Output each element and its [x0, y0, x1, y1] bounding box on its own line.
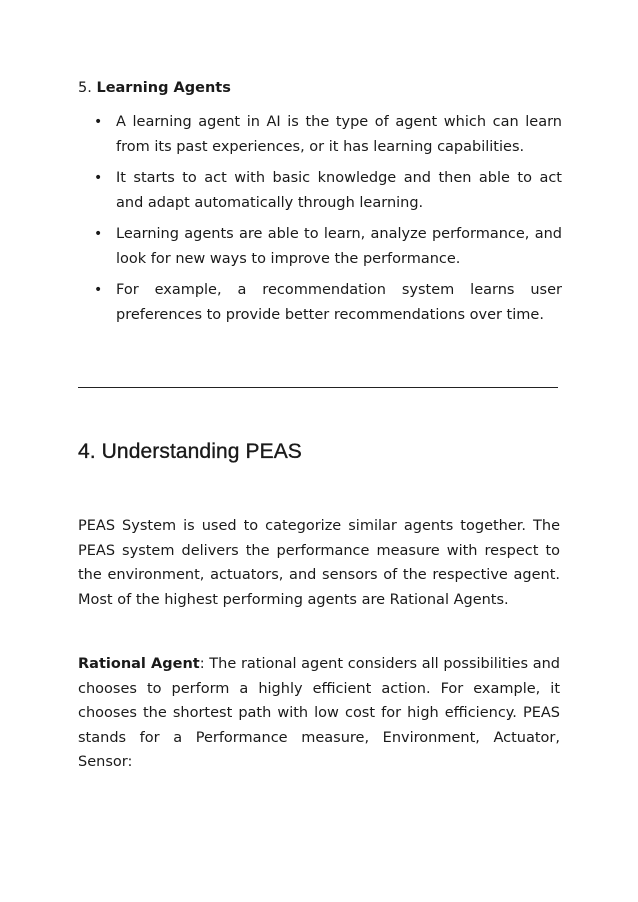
bullet-text: A learning agent in AI is the type of agent which can learn from its past experiences, or it has learning capabilities. [116, 114, 562, 155]
learning-agents-bullet-list [78, 110, 562, 334]
bullet-icon: • [94, 226, 103, 242]
bullet-icon: • [94, 170, 103, 186]
bullet-icon: • [94, 114, 103, 130]
bullet-text: Learning agents are able to learn, analyze performance, and look for new ways to improve the performance. [116, 226, 562, 267]
section-title: Learning Agents [96, 80, 231, 96]
rational-agent-term: Rational Agent [78, 656, 200, 672]
list-item [78, 278, 562, 327]
section-heading-learning-agents [78, 78, 231, 98]
bullet-icon: • [94, 282, 103, 298]
horizontal-divider [78, 387, 558, 388]
section-heading-understanding-peas: 4. Understanding PEAS [78, 440, 302, 463]
bullet-text: For example, a recommendation system learns user preferences to provide better recommendations over time. [116, 282, 562, 323]
peas-paragraph: PEAS System is used to categorize similar agents together. The PEAS system delivers the performance measure with respect to the environment, actuators, and sensors of the respective agent. Most of the highest performing agents are Rational Agents. [78, 518, 560, 608]
bullet-text: It starts to act with basic knowledge and then able to act and adapt automatically through learning. [116, 170, 562, 211]
list-item [78, 166, 562, 215]
section-number: 5. [78, 80, 97, 96]
rational-agent-definition: : The rational agent considers all possibilities and chooses to perform a highly efficient action. For example, it chooses the shortest path with low cost for high efficiency. PEAS stands for a Performance measure, Environment, Actuator, Sensor: [78, 656, 560, 770]
list-item [78, 110, 562, 159]
rational-agent-paragraph [78, 652, 560, 775]
list-item [78, 222, 562, 271]
